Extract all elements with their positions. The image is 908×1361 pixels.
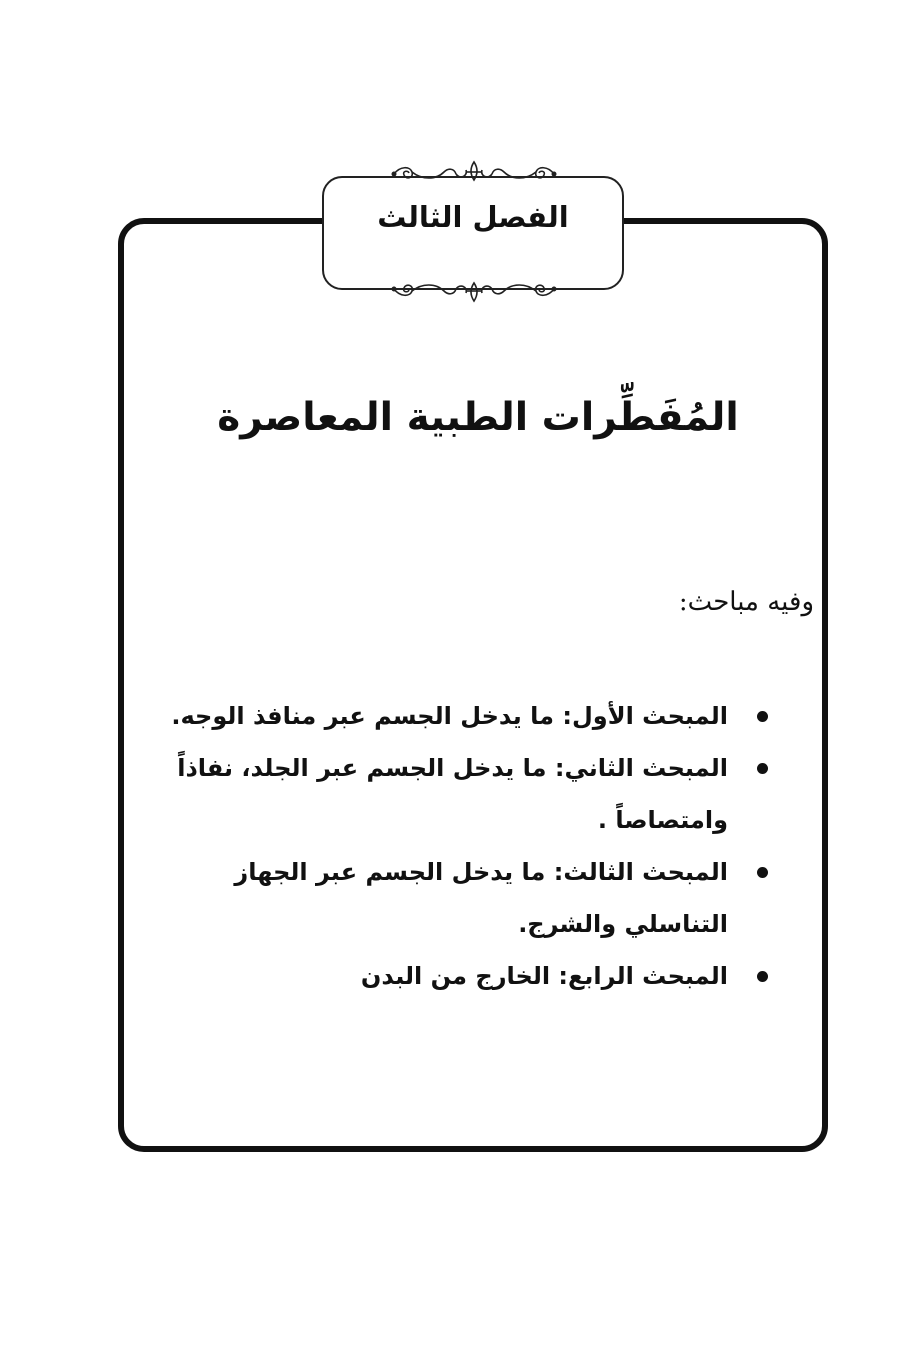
bullet-icon <box>757 971 768 982</box>
ornament-bottom-icon <box>386 275 562 305</box>
chapter-title: المُفَطِّرات الطبية المعاصرة <box>217 395 739 440</box>
list-item <box>150 690 780 742</box>
sections-intro: وفيه مباحث: <box>678 587 814 617</box>
list-item <box>150 846 780 950</box>
sections-list <box>150 690 780 1002</box>
list-item <box>150 742 780 846</box>
list-item <box>150 950 780 1002</box>
bullet-icon <box>757 711 768 722</box>
bullet-icon <box>757 867 768 878</box>
bullet-icon <box>757 763 768 774</box>
section-text: المبحث الرابع: الخارج من البدن <box>360 962 728 990</box>
section-text: المبحث الثاني: ما يدخل الجسم عبر الجلد، نفاذاً وامتصاصاً . <box>177 754 728 834</box>
chapter-label: الفصل الثالث <box>377 200 569 234</box>
section-text: المبحث الأول: ما يدخل الجسم عبر منافذ الوجه. <box>171 702 728 730</box>
ornament-top-icon <box>386 158 562 188</box>
page-frame <box>118 218 828 1152</box>
section-text: المبحث الثالث: ما يدخل الجسم عبر الجهاز التناسلي والشرج. <box>234 858 728 938</box>
